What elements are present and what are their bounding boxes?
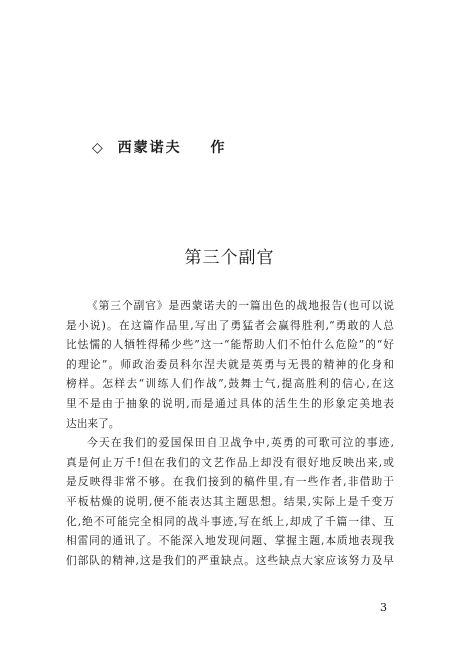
author-suffix: 作 [210,140,227,156]
text-line: 里不是由于抽象的说明,而是通过具体的活生生的形象定美地表 [66,396,394,410]
diamond-bullet-icon: ◇ [92,140,105,156]
author-name: 西蒙诺夫 [117,140,182,156]
text-line: 化,绝不可能完全相同的战斗事迹,写在纸上,却成了千篇一律、互 [66,514,394,528]
text-line: 的理论”。师政治委员科尔涅夫就是英勇与无畏的精神的化身和 [66,357,394,371]
text-line: 是反映得非常不够。在我们接到的稿件里,有一些作者,非借助于 [66,475,394,489]
author-line [92,137,227,157]
text-line: 们部队的精神,这是我们的严重缺点。这些缺点大家应该努力及早 [66,553,394,567]
text-line: 是小说)。在这篇作品里,写出了勇猛者会赢得胜利,“勇敢的人总 [66,318,394,332]
text-line: 平板枯燥的说明,便不能表达其主题思想。结果,实际上是千变万 [66,494,394,508]
text-line: 达出来了。 [66,416,120,430]
article-body [66,296,394,570]
text-line: 《第三个副官》是西蒙诺夫的一篇出色的战地报告(也可以说 [87,299,394,312]
text-line: 相雷同的通讯了。不能深入地发现问题、掌握主题,本质地表现我 [66,534,394,548]
text-line: 真是何止万千!但在我们的文艺作品上却没有很好地反映出来,或 [66,455,394,469]
text-line: 今天在我们的爱国保田自卫战争中,英勇的可歌可泣的事迹, [87,436,394,450]
article-title: 第三个副官 [184,248,275,268]
text-line: 比怯懦的人牺牲得稀少些”这一“能帮助人们不怕什么危险”的“好 [66,338,394,352]
text-line: 榜样。怎样去“训练人们作战”,鼓舞士气,提高胜利的信心,在这 [66,377,394,391]
page-number: 3 [380,601,387,614]
